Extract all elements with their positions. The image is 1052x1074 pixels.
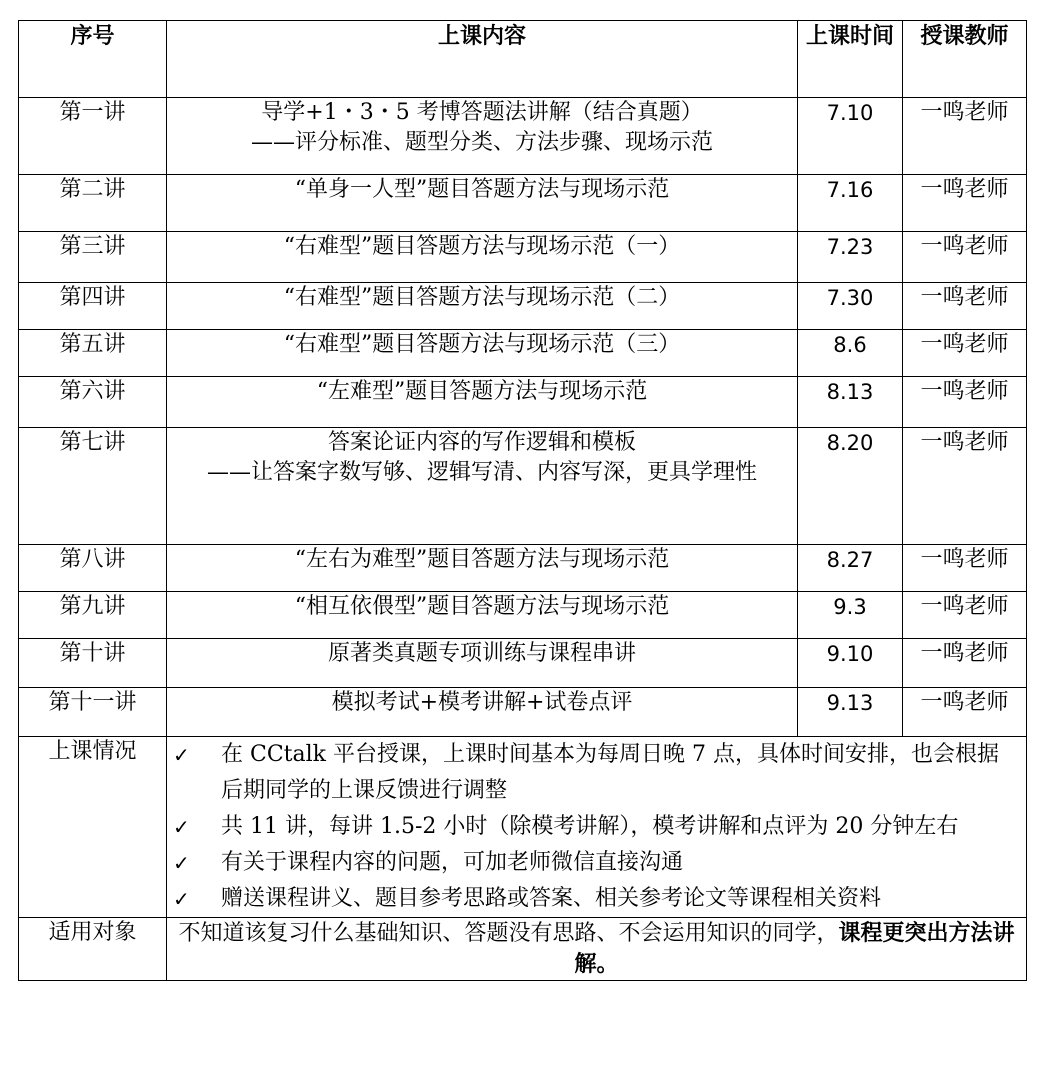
lecture-time: 8.20: [798, 428, 903, 545]
course-schedule-table: [18, 20, 1027, 981]
table-row: [19, 283, 1027, 330]
lecture-teacher: 一鸣老师: [903, 232, 1027, 283]
list-item: [173, 881, 1020, 917]
lecture-time: 8.6: [798, 330, 903, 377]
lecture-index: 第四讲: [19, 283, 167, 330]
header-time: 上课时间: [798, 21, 903, 98]
lecture-time: 9.3: [798, 592, 903, 639]
lecture-time: 7.16: [798, 175, 903, 232]
situation-label: 上课情况: [19, 737, 167, 918]
lecture-title: 答案论证内容的写作逻辑和模板: [327, 430, 636, 455]
lecture-content: “单身一人型”题目答题方法与现场示范: [167, 175, 798, 232]
header-index: 序号: [19, 21, 167, 98]
lecture-content: “左难型”题目答题方法与现场示范: [167, 377, 798, 428]
lecture-content: 模拟考试+模考讲解+试卷点评: [167, 688, 798, 737]
situation-notes: [167, 737, 1027, 918]
list-item: [173, 737, 1020, 809]
lecture-time: 7.23: [798, 232, 903, 283]
lecture-teacher: 一鸣老师: [903, 175, 1027, 232]
lecture-index: 第二讲: [19, 175, 167, 232]
lecture-index: 第七讲: [19, 428, 167, 545]
list-item-text: 有关于课程内容的问题，可加老师微信直接沟通: [221, 850, 684, 875]
lecture-content: 原著类真题专项训练与课程串讲: [167, 639, 798, 688]
header-row: [19, 21, 1027, 98]
table-row: [19, 232, 1027, 283]
lecture-teacher: 一鸣老师: [903, 98, 1027, 175]
target-bold-text: 课程更突出方法讲解。: [574, 920, 1015, 977]
list-item: [173, 845, 1020, 881]
lecture-content: “相互依偎型”题目答题方法与现场示范: [167, 592, 798, 639]
lecture-teacher: 一鸣老师: [903, 428, 1027, 545]
situation-row: [19, 737, 1027, 918]
lecture-teacher: 一鸣老师: [903, 592, 1027, 639]
lecture-title: 导学+1・3・5 考博答题法讲解（结合真题）: [261, 100, 703, 125]
lecture-time: 9.13: [798, 688, 903, 737]
lecture-time: 9.10: [798, 639, 903, 688]
list-item-text: 赠送课程讲义、题目参考思路或答案、相关参考论文等课程相关资料: [221, 886, 882, 911]
checkmark-icon: ✓: [173, 887, 190, 911]
table-row: [19, 592, 1027, 639]
lecture-index: 第六讲: [19, 377, 167, 428]
lecture-content: [167, 428, 798, 545]
header-teacher: 授课教师: [903, 21, 1027, 98]
lecture-index: 第十讲: [19, 639, 167, 688]
lecture-time: 8.27: [798, 545, 903, 592]
checkmark-icon: ✓: [173, 743, 190, 767]
lecture-index: 第一讲: [19, 98, 167, 175]
lecture-teacher: 一鸣老师: [903, 377, 1027, 428]
lecture-content: “右难型”题目答题方法与现场示范（一）: [167, 232, 798, 283]
target-text: 不知道该复习什么基础知识、答题没有思路、不会运用知识的同学，: [178, 921, 839, 946]
list-item: [173, 809, 1020, 845]
lecture-index: 第九讲: [19, 592, 167, 639]
table-row: [19, 688, 1027, 737]
lecture-teacher: 一鸣老师: [903, 545, 1027, 592]
table-row: [19, 98, 1027, 175]
target-row: [19, 918, 1027, 981]
lecture-index: 第三讲: [19, 232, 167, 283]
lecture-index: 第八讲: [19, 545, 167, 592]
lecture-teacher: 一鸣老师: [903, 330, 1027, 377]
checkmark-icon: ✓: [173, 851, 190, 875]
lecture-teacher: 一鸣老师: [903, 639, 1027, 688]
header-content: 上课内容: [167, 21, 798, 98]
list-item-text: 在 CCtalk 平台授课，上课时间基本为每周日晚 7 点，具体时间安排，也会根据后期同学的上课反馈进行调整: [221, 742, 999, 803]
lecture-teacher: 一鸣老师: [903, 688, 1027, 737]
lecture-time: 7.30: [798, 283, 903, 330]
target-label: 适用对象: [19, 918, 167, 981]
table-row: [19, 330, 1027, 377]
situation-list: [173, 737, 1020, 917]
table-row: [19, 545, 1027, 592]
target-description: [167, 918, 1027, 981]
checkmark-icon: ✓: [173, 815, 190, 839]
lecture-index: 第十一讲: [19, 688, 167, 737]
lecture-subtitle: ——评分标准、题型分类、方法步骤、现场示范: [250, 130, 713, 155]
lecture-index: 第五讲: [19, 330, 167, 377]
table-row: [19, 639, 1027, 688]
lecture-content: “右难型”题目答题方法与现场示范（二）: [167, 283, 798, 330]
lecture-content: “右难型”题目答题方法与现场示范（三）: [167, 330, 798, 377]
lecture-content: “左右为难型”题目答题方法与现场示范: [167, 545, 798, 592]
lecture-time: 8.13: [798, 377, 903, 428]
lecture-content: [167, 98, 798, 175]
list-item-text: 共 11 讲，每讲 1.5-2 小时（除模考讲解），模考讲解和点评为 20 分钟左右: [221, 814, 959, 839]
table-row: [19, 428, 1027, 545]
lecture-teacher: 一鸣老师: [903, 283, 1027, 330]
lecture-time: 7.10: [798, 98, 903, 175]
lecture-subtitle: ——让答案字数写够、逻辑写清、内容写深，更具学理性: [206, 460, 757, 485]
table-row: [19, 377, 1027, 428]
table-row: [19, 175, 1027, 232]
